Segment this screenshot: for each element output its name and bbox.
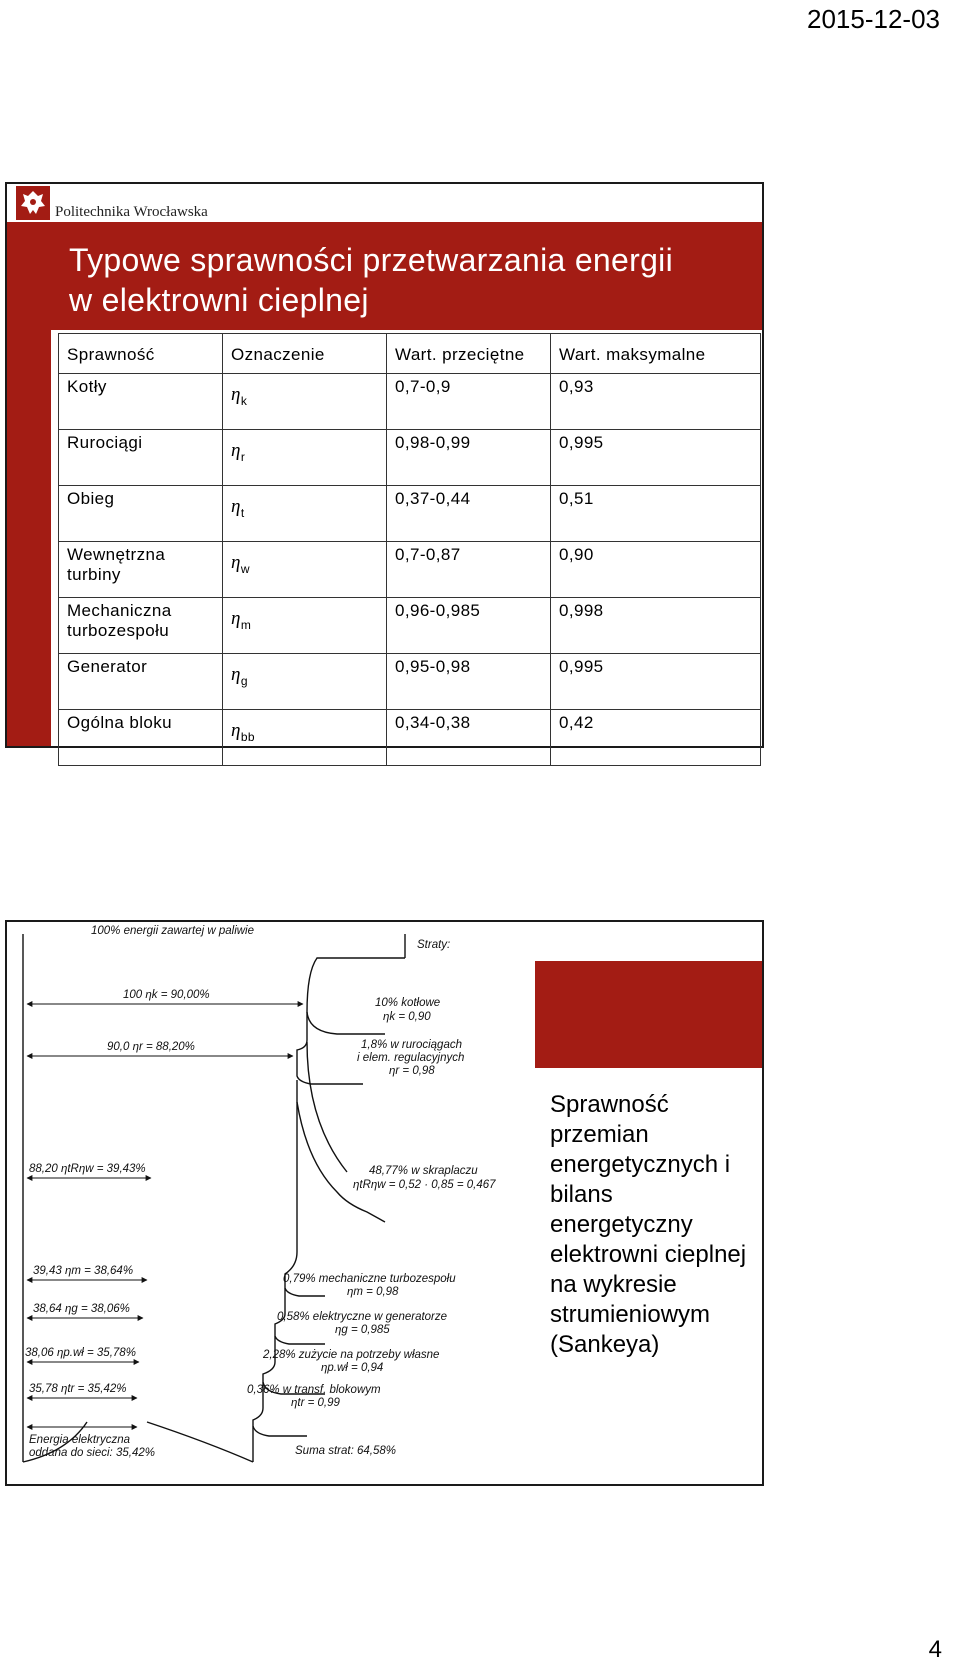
flow-label: 90,0 ηr = 88,20% xyxy=(107,1041,195,1053)
row-max: 0,998 xyxy=(551,598,761,654)
title-line-2: w elektrowni cieplnej xyxy=(69,282,369,318)
loss-label: ηr = 0,98 xyxy=(389,1065,435,1077)
col-header: Wart. maksymalne xyxy=(551,334,761,374)
row-avg: 0,98-0,99 xyxy=(387,430,551,486)
row-name: Kotły xyxy=(59,374,223,430)
row-symbol: $\eta_r$ xyxy=(223,430,387,486)
loss-label: 0,58% elektryczne w generatorze xyxy=(277,1311,448,1323)
loss-label: 2,28% zużycie na potrzeby własne xyxy=(263,1349,440,1361)
page-number: 4 xyxy=(928,1636,942,1663)
slide-sankey xyxy=(5,920,764,1486)
row-avg: 0,34-0,38 xyxy=(387,710,551,766)
loss-label: 48,77% w skraplaczu xyxy=(369,1165,478,1177)
table-row xyxy=(59,486,761,542)
loss-label: 0,79% mechaniczne turbozespołu xyxy=(283,1273,456,1285)
title-line-1: Typowe sprawności przetwarzania energii xyxy=(69,242,673,278)
row-name: Generator xyxy=(59,654,223,710)
row-symbol: $\eta_w$ xyxy=(223,542,387,598)
table-row xyxy=(59,598,761,654)
row-name: Wewnętrzna turbiny xyxy=(59,542,223,598)
left-accent-bar xyxy=(7,222,51,746)
flow-arrows xyxy=(27,1004,303,1427)
table-row xyxy=(59,654,761,710)
losses-header: Straty: xyxy=(417,939,451,951)
university-crest-icon xyxy=(14,184,52,222)
table-row xyxy=(59,710,761,766)
loss-label: 10% kotłowe xyxy=(375,997,441,1009)
print-date: 2015-12-03 xyxy=(807,4,940,34)
output-label: oddana do sieci: 35,42% xyxy=(29,1447,155,1459)
row-max: 0,90 xyxy=(551,542,761,598)
loss-label: ηg = 0,985 xyxy=(335,1324,390,1336)
loss-label: 1,8% w rurociągach xyxy=(361,1039,462,1051)
row-max: 0,995 xyxy=(551,430,761,486)
row-avg: 0,95-0,98 xyxy=(387,654,551,710)
row-symbol: $\eta_k$ xyxy=(223,374,387,430)
row-max: 0,42 xyxy=(551,710,761,766)
loss-label: 0,36% w transf. blokowym xyxy=(247,1384,381,1396)
row-symbol: $\eta_{bb}$ xyxy=(223,710,387,766)
row-max: 0,995 xyxy=(551,654,761,710)
sankey-top-label: 100% energii zawartej w paliwie xyxy=(91,925,254,937)
row-symbol: $\eta_m$ xyxy=(223,598,387,654)
sankey-diagram xyxy=(7,922,535,1484)
slide-title xyxy=(69,240,673,320)
accent-block xyxy=(535,961,764,1068)
col-header: Oznaczenie xyxy=(223,334,387,374)
row-symbol: $\eta_t$ xyxy=(223,486,387,542)
loss-label: ηp.wł = 0,94 xyxy=(321,1362,384,1374)
col-header: Sprawność xyxy=(59,334,223,374)
sum-of-losses: Suma strat: 64,58% xyxy=(295,1445,396,1457)
row-name: Mechaniczna turbozespołu xyxy=(59,598,223,654)
slide-efficiency-table xyxy=(5,182,764,748)
row-avg: 0,37-0,44 xyxy=(387,486,551,542)
table-row xyxy=(59,430,761,486)
loss-label: ηtr = 0,99 xyxy=(291,1397,340,1409)
table-row xyxy=(59,374,761,430)
row-symbol: $\eta_g$ xyxy=(223,654,387,710)
flow-label: 100 ηk = 90,00% xyxy=(123,989,210,1001)
flow-label: 38,64 ηg = 38,06% xyxy=(33,1303,130,1315)
col-header: Wart. przeciętne xyxy=(387,334,551,374)
row-max: 0,93 xyxy=(551,374,761,430)
loss-label: ηtRηw = 0,52 · 0,85 = 0,467 xyxy=(353,1179,496,1191)
row-name: Ogólna bloku xyxy=(59,710,223,766)
loss-label: ηm = 0,98 xyxy=(347,1286,399,1298)
loss-label: i elem. regulacyjnych xyxy=(357,1052,465,1064)
title-band xyxy=(51,222,762,330)
loss-label: ηk = 0,90 xyxy=(383,1011,431,1023)
output-label: Energia elektryczna xyxy=(29,1434,130,1446)
flow-label: 88,20 ηtRηw = 39,43% xyxy=(29,1163,146,1175)
row-avg: 0,7-0,87 xyxy=(387,542,551,598)
row-name: Obieg xyxy=(59,486,223,542)
flow-label: 35,78 ηtr = 35,42% xyxy=(29,1383,127,1395)
university-name: Politechnika Wrocławska xyxy=(55,204,208,220)
slide-caption: Sprawność przemian energetycznych i bilans energetyczny elektrowni cieplnej na wykresie strumieniowym (Sankeya) xyxy=(550,1091,747,1358)
row-max: 0,51 xyxy=(551,486,761,542)
row-name: Rurociągi xyxy=(59,430,223,486)
flow-label: 38,06 ηp.wł = 35,78% xyxy=(25,1347,136,1359)
table-row xyxy=(59,542,761,598)
row-avg: 0,7-0,9 xyxy=(387,374,551,430)
table-header-row xyxy=(59,334,761,374)
efficiency-table xyxy=(58,333,761,766)
flow-label: 39,43 ηm = 38,64% xyxy=(33,1265,134,1277)
row-avg: 0,96-0,985 xyxy=(387,598,551,654)
